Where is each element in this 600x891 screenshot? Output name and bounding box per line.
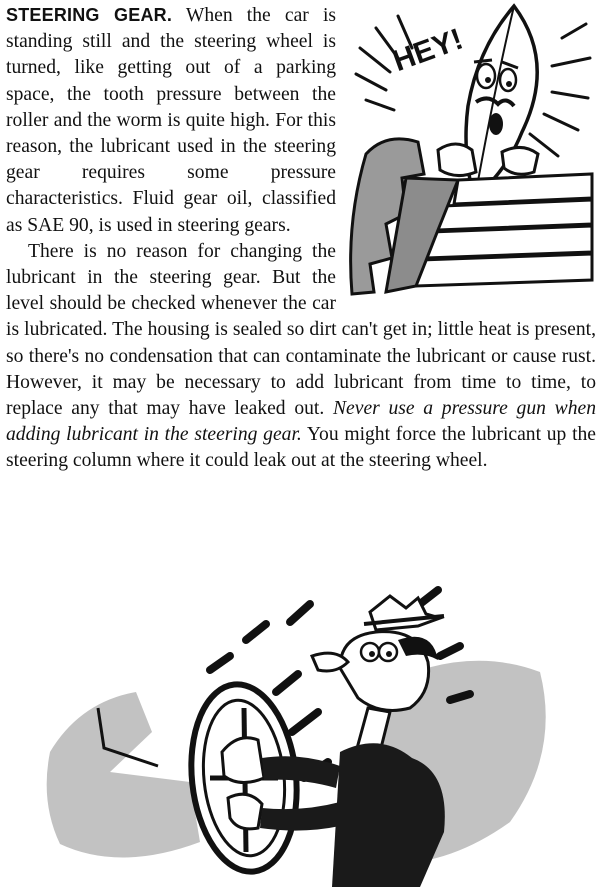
- article-text: [6, 2, 596, 475]
- paragraph-2-emphasis: Never use a pressure gun when adding lubricant in the steering gear.: [6, 398, 597, 446]
- paragraph-1-text: When the car is standing still and the steering wheel is turned, like getting out of a parking space, the tooth pressure between the roller and the worm is quite high. For this reason, the lubricant used in the steering gear requires some pressure characteristics. Fluid gear oil, classified as SAE 90, is used in steering gears.: [6, 5, 337, 236]
- section-heading: STEERING GEAR.: [6, 5, 173, 25]
- driver-turning-steering-wheel-icon: [40, 582, 560, 887]
- hey-exclamation: HEY!: [388, 22, 468, 79]
- top-illustration: [346, 2, 596, 308]
- worm-gear-character-icon: [346, 2, 596, 308]
- paragraph-2-text-start: There is no reason for changing the lubricant in the steering gear. But the level should be checked whenever the car is lubricated. The housing is sealed so dirt can't get in; little heat is present, so there's no condensation that can contaminate the lubricant or cause rust. However, it may be necessary to add lubricant from time to time, to replace any that may have leaked out.: [6, 240, 596, 420]
- paragraph-2-text-end: You might force the lubricant up the steering column where it could leak out at the steering wheel.: [6, 424, 597, 472]
